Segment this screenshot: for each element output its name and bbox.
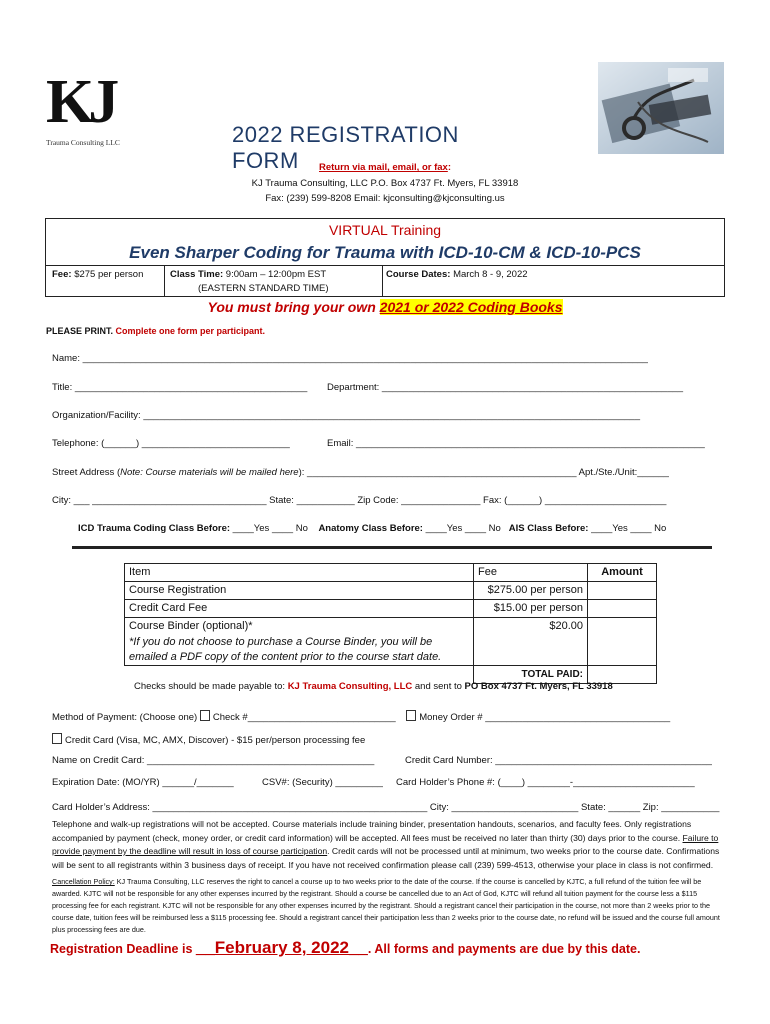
deadline-label: Registration Deadline is bbox=[50, 942, 196, 956]
fee-cell: $20.00 bbox=[474, 618, 588, 666]
card-number-field[interactable]: Credit Card Number: _________________________________________ bbox=[405, 755, 712, 766]
deadline-date: __February 8, 2022__ bbox=[195, 938, 368, 957]
return-colon: : bbox=[447, 162, 451, 173]
icd-class-value[interactable]: ____Yes ____ No bbox=[232, 523, 308, 534]
telephone-field[interactable]: Telephone: (______) ____________________________ bbox=[52, 438, 290, 449]
header-item: Item bbox=[125, 564, 474, 582]
return-label: Return via mail, email, or fax bbox=[319, 162, 448, 173]
credit-card-label: Credit Card (Visa, MC, AMX, Discover) - $15 per/person processing fee bbox=[65, 735, 366, 746]
checks-middle: and sent to bbox=[414, 681, 462, 692]
fee-table-header bbox=[125, 564, 657, 582]
logo-subtitle: Trauma Consulting LLC bbox=[46, 138, 120, 147]
fee-table bbox=[124, 563, 657, 684]
deadline-suffix: . All forms and payments are due by this date. bbox=[367, 942, 641, 956]
fax-email-line: Fax: (239) 599-8208 Email: kjconsulting@kjconsulting.us bbox=[265, 193, 505, 204]
section-divider bbox=[72, 546, 712, 549]
course-name: Even Sharper Coding for Trauma with ICD-10-CM & ICD-10-PCS bbox=[129, 243, 641, 262]
fee-cell: $275.00 per person bbox=[474, 582, 588, 600]
registration-terms bbox=[52, 818, 720, 872]
class-time bbox=[170, 269, 326, 280]
form-title: 2022 REGISTRATION FORM bbox=[232, 122, 459, 173]
dates-value: March 8 - 9, 2022 bbox=[453, 269, 528, 280]
street-label: Street Address ( bbox=[52, 467, 121, 478]
coding-books-notice bbox=[45, 299, 725, 315]
payment-method-label: Method of Payment: (Choose one) bbox=[52, 712, 198, 723]
checks-address: PO Box 4737 Ft. Myers, FL 33918 bbox=[464, 681, 613, 692]
money-order-field[interactable]: Money Order # ___________________________________ bbox=[419, 712, 671, 723]
city-state-zip-fax-field[interactable]: City: ___ _________________________________ State: ___________ Zip Code: _______________ Fax: (______) _______________________ bbox=[52, 495, 667, 506]
credit-card-option bbox=[52, 733, 365, 746]
anatomy-class-value[interactable]: ____Yes ____ No bbox=[425, 523, 501, 534]
table-row bbox=[125, 582, 657, 600]
terms-text: Telephone and walk-up registrations will not be accepted. Course materials include training binder, presentation handouts, scenarios, and faculty fees. Only registrations accompanied by payment (check, money order, or credit card information) will be accepted. All fees must be received no later than thirty (30) days prior to the course. bbox=[52, 819, 692, 843]
cancellation-text: KJ Trauma Consulting, LLC reserves the right to cancel a course up to two weeks prior to the date of the course. If the course is cancelled by KJTC, a full refund of the tuition fee will be awarded. KJTC will not be responsible for any other expenses incurred by the registrant. Should a course be cancelled due to an Act of God, KJTC will refund all tuition payment for the course less a $115 processing fee for each registrant. KJTC will not be responsible for any other expenses incurred by the registrant. Should a registrant cancel their participation in the course, not more than 2 weeks prior to the course date, tuition fees will be reimbursed less a $115 processing fee. Should a registrant cancel their participation less than 2 weeks prior to the course date, no refund will be issued and the course full amount plus processing fees are due. bbox=[52, 877, 720, 934]
terms-deadline-warning: Failure to provide payment by the deadline will result in loss of course participation bbox=[52, 832, 719, 856]
print-instruction bbox=[46, 326, 265, 336]
table-row bbox=[125, 618, 657, 666]
logo: KJ bbox=[46, 68, 114, 136]
terms-text-end: . Credit cards will not be processed until at minimum, two weeks prior to the course date. Confirmations will be sent to all registrants within 3 business days of receipt. If you have not received confirmation please call (239) 599-4513, otherwise your place in class is not confirmed. bbox=[52, 846, 720, 870]
header-photo bbox=[598, 62, 724, 154]
binder-item: Course Binder (optional)* bbox=[129, 620, 253, 632]
registration-deadline bbox=[50, 938, 730, 958]
department-field[interactable]: Department: _________________________________________________________ bbox=[327, 382, 684, 393]
fee-cell: $15.00 per person bbox=[474, 600, 588, 618]
checks-payee: KJ Trauma Consulting, LLC bbox=[287, 681, 413, 692]
icd-class-label: ICD Trauma Coding Class Before: bbox=[78, 523, 231, 534]
holder-address-field[interactable]: Card Holder’s Address: ____________________________________________________ City: ________________________ State: ______ Zip: ___________ bbox=[52, 802, 720, 813]
check-checkbox[interactable] bbox=[200, 710, 210, 721]
course-fee bbox=[52, 269, 143, 280]
email-field[interactable]: Email: __________________________________________________________________ bbox=[327, 438, 705, 449]
amount-cell[interactable] bbox=[588, 600, 657, 618]
class-time-zone: (EASTERN STANDARD TIME) bbox=[198, 283, 329, 294]
training-format: VIRTUAL Training bbox=[328, 222, 442, 238]
holder-phone-field[interactable]: Card Holder’s Phone #: (____) ________-_______________________ bbox=[396, 777, 695, 788]
name-field[interactable]: Name: ___________________________________________________________________________________________________________ bbox=[52, 353, 648, 364]
one-form-per-participant: Complete one form per participant. bbox=[115, 326, 266, 336]
class-time-label: Class Time: bbox=[170, 269, 224, 280]
name-on-card-field[interactable]: Name on Credit Card: ___________________________________________ bbox=[52, 755, 375, 766]
street-note: Note: Course materials will be mailed here bbox=[120, 467, 299, 478]
binder-note: *If you do not choose to purchase a Course Binder, you will be emailed a PDF copy of the content prior to the course start date. bbox=[129, 636, 442, 663]
check-payable-note bbox=[134, 681, 613, 692]
header-fee: Fee bbox=[474, 564, 588, 582]
prior-classes[interactable] bbox=[78, 523, 666, 534]
header-amount: Amount bbox=[588, 564, 657, 582]
please-print: PLEASE PRINT. bbox=[46, 326, 114, 336]
ais-class-value[interactable]: ____Yes ____ No bbox=[591, 523, 667, 534]
fee-value: $275 per person bbox=[74, 269, 144, 280]
return-instructions bbox=[200, 162, 570, 173]
money-order-checkbox[interactable] bbox=[406, 710, 416, 721]
payment-method bbox=[52, 710, 670, 723]
books-text: You must bring your own bbox=[207, 299, 380, 315]
street-address-field[interactable] bbox=[52, 467, 669, 478]
check-number-field[interactable]: Check #____________________________ bbox=[212, 712, 396, 723]
expiration-field[interactable]: Expiration Date: (MO/YR) ______/_______ bbox=[52, 777, 234, 788]
item-cell: Credit Card Fee bbox=[125, 600, 474, 618]
street-line: ): ___________________________________________________ Apt./Ste./Unit:______ bbox=[298, 467, 669, 478]
item-cell: Course Registration bbox=[125, 582, 474, 600]
class-time-value: 9:00am – 12:00pm EST bbox=[225, 269, 327, 280]
course-dates bbox=[386, 269, 528, 280]
mailing-address: KJ Trauma Consulting, LLC P.O. Box 4737 Ft. Myers, FL 33918 bbox=[251, 178, 519, 189]
fee-label: Fee: bbox=[52, 269, 72, 280]
total-paid-label: TOTAL PAID: bbox=[474, 666, 588, 684]
table-row bbox=[125, 600, 657, 618]
amount-cell[interactable] bbox=[588, 618, 657, 666]
organization-field[interactable]: Organization/Facility: ______________________________________________________________________________________________ bbox=[52, 410, 640, 421]
amount-cell[interactable] bbox=[588, 582, 657, 600]
dates-label: Course Dates: bbox=[386, 269, 451, 280]
ais-class-label: AIS Class Before: bbox=[508, 523, 589, 534]
title-field[interactable]: Title: ____________________________________________ bbox=[52, 382, 308, 393]
anatomy-class-label: Anatomy Class Before: bbox=[318, 523, 423, 534]
cancellation-policy bbox=[52, 876, 720, 936]
books-highlight: 2021 or 2022 Coding Books bbox=[379, 299, 563, 315]
cancellation-label: Cancellation Policy: bbox=[52, 877, 115, 886]
cvv-field[interactable]: CSV#: (Security) _________ bbox=[262, 777, 383, 788]
item-cell bbox=[125, 618, 474, 666]
checks-text: Checks should be made payable to: bbox=[134, 681, 286, 692]
credit-card-checkbox[interactable] bbox=[52, 733, 62, 744]
